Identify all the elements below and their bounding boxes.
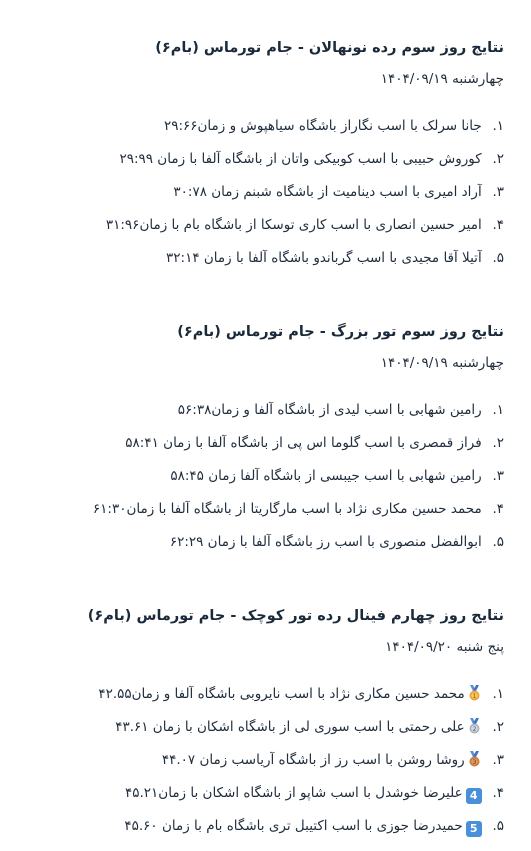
item-number: ۱. xyxy=(492,686,504,702)
item-number: ۴. xyxy=(492,217,504,233)
item-number: ۲. xyxy=(492,435,504,451)
item-text: ابوالفضل منصوری با اسب رز باشگاه آلفا با زمان ۶۲:۲۹ xyxy=(169,534,482,550)
svg-text:1: 1 xyxy=(472,692,477,700)
list-item xyxy=(10,394,504,427)
section-date: چهارشنبه ۱۴۰۴/۰۹/۱۹ xyxy=(380,355,504,371)
list-item xyxy=(10,526,504,559)
list-item xyxy=(10,493,504,526)
item-number: ۱. xyxy=(492,118,504,134)
item-number: ۲. xyxy=(492,719,504,735)
list-item xyxy=(10,460,504,493)
section-date: پنج شنبه ۱۴۰۴/۰۹/۲۰ xyxy=(385,639,504,655)
results-section-1 xyxy=(10,38,504,275)
list-item xyxy=(10,810,504,843)
item-text: حمیدرضا جوزی با اسب اکتیبل تری باشگاه بام با زمان ۴۵.۶۰ xyxy=(124,818,463,834)
list-item xyxy=(10,242,504,275)
item-text: امیر حسین انصاری با اسب کاری توسکا از باشگاه بام با زمان۳۱:۹۶ xyxy=(105,217,482,233)
item-number: ۱. xyxy=(492,402,504,418)
results-list xyxy=(10,678,504,843)
item-text: فراز قمصری با اسب گلوما اس پی از باشگاه آلفا با زمان ۵۸:۴۱ xyxy=(125,435,482,451)
item-number: ۵. xyxy=(492,534,504,550)
gold-medal-icon xyxy=(467,681,482,700)
item-number: ۴. xyxy=(492,501,504,517)
section-title: نتایج روز چهارم فینال رده تور کوچک - جام تورماس (بام۶) xyxy=(87,608,504,624)
list-item xyxy=(10,176,504,209)
list-item xyxy=(10,143,504,176)
section-date: چهارشنبه ۱۴۰۴/۰۹/۱۹ xyxy=(380,71,504,87)
item-number: ۵. xyxy=(492,818,504,834)
keycap-5-icon: 5 xyxy=(466,821,482,837)
item-text: آتیلا آقا مجیدی با اسب گرباندو باشگاه آلفا با زمان ۳۲:۱۴ xyxy=(166,250,482,266)
list-item xyxy=(10,678,504,711)
keycap-4-icon: 4 xyxy=(466,788,482,804)
item-number: ۲. xyxy=(492,151,504,167)
list-item xyxy=(10,711,504,744)
item-number: ۳. xyxy=(492,468,504,484)
item-text: کوروش حبیبی با اسب کوبیکی واتان از باشگاه آلفا با زمان ۲۹:۹۹ xyxy=(119,151,482,167)
item-text: محمد حسین مکاری نژاد با اسب مارگاریتا از باشگاه آلفا با زمان۶۱:۳۰ xyxy=(92,501,482,517)
svg-text:3: 3 xyxy=(472,758,477,766)
item-text: علیرضا خوشدل با اسب شاپو از باشگاه اشکان با زمان۴۵.۲۱ xyxy=(125,785,463,801)
silver-medal-icon xyxy=(467,714,482,733)
list-item xyxy=(10,744,504,777)
item-text: محمد حسین مکاری نژاد با اسب نایروبی باشگاه آلفا و زمان۴۲.۵۵ xyxy=(98,686,465,702)
item-number: ۴. xyxy=(492,785,504,801)
svg-text:2: 2 xyxy=(472,725,477,733)
item-text: رامین شهابی با اسب جیبسی از باشگاه آلفا زمان ۵۸:۴۵ xyxy=(170,468,482,484)
list-item xyxy=(10,110,504,143)
list-item xyxy=(10,209,504,242)
bronze-medal-icon xyxy=(467,747,482,766)
item-text: روشا روشن با اسب رز از باشگاه آریاسب زمان ۴۴.۰۷ xyxy=(161,752,465,768)
results-list xyxy=(10,110,504,275)
item-text: علی رحمتی با اسب سوری لی از باشگاه اشکان با زمان ۴۳.۶۱ xyxy=(115,719,465,735)
item-text: جانا سرلک با اسب نگاراز باشگاه سیاهپوش و زمان۲۹:۶۶ xyxy=(163,118,482,134)
results-section-2 xyxy=(10,322,504,559)
results-section-3 xyxy=(10,606,504,843)
item-number: ۳. xyxy=(492,752,504,768)
section-title: نتایج روز سوم رده نونهالان - جام تورماس (بام۶) xyxy=(155,40,504,56)
list-item xyxy=(10,777,504,810)
results-list xyxy=(10,394,504,559)
section-title: نتایج روز سوم تور بزرگ - جام تورماس (بام۶) xyxy=(177,324,504,340)
item-text: آراد امیری با اسب دینامیت از باشگاه شبنم زمان ۳۰:۷۸ xyxy=(173,184,482,200)
item-number: ۵. xyxy=(492,250,504,266)
list-item xyxy=(10,427,504,460)
item-number: ۳. xyxy=(492,184,504,200)
item-text: رامین شهابی با اسب لیدی از باشگاه آلفا و زمان۵۶:۳۸ xyxy=(177,402,482,418)
